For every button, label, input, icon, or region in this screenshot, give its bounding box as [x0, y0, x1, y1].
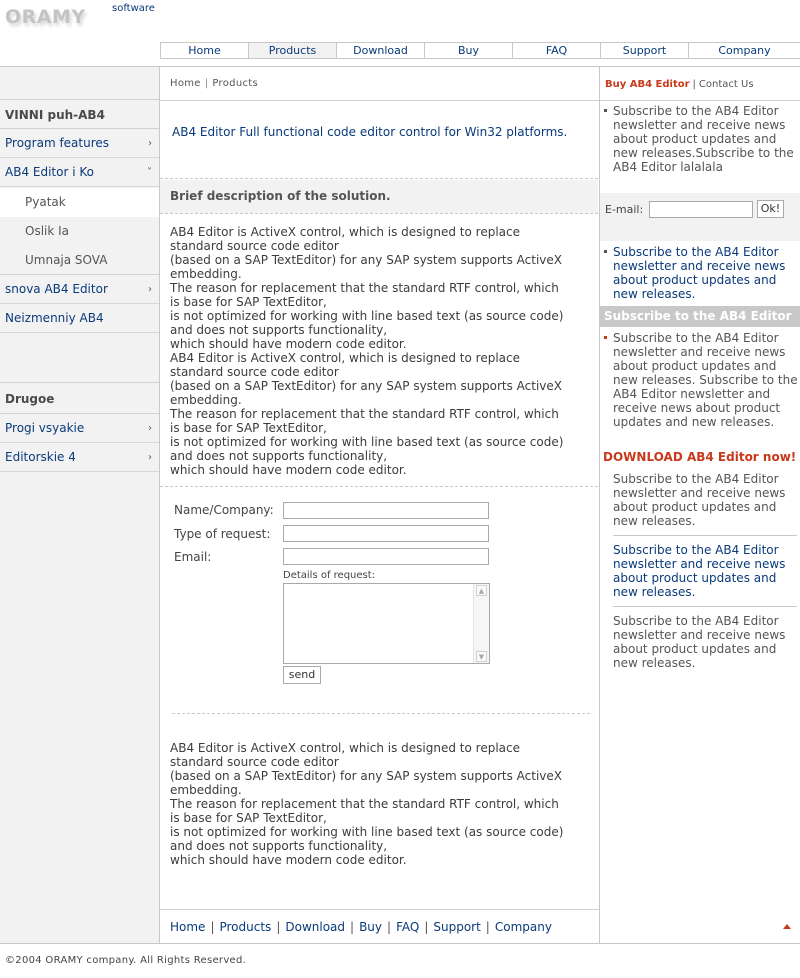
sidebar-subitem-sova[interactable]: Umnaja SOVA [0, 246, 159, 275]
download-now-link[interactable]: DOWNLOAD AB4 Editor now! [603, 450, 797, 464]
right-top-links: Buy AB4 Editor | Contact Us [605, 79, 754, 90]
sidebar-subitem-oslik[interactable]: Oslik Ia [0, 217, 159, 246]
right-divider [613, 535, 797, 536]
breadcrumb: Home | Products [170, 78, 258, 89]
chevron-down-icon: ˅ [147, 167, 152, 178]
email-label: Email: [174, 550, 212, 564]
sidebar-divider [0, 382, 159, 383]
footer-nav-faq[interactable]: FAQ [396, 920, 420, 934]
copyright-text: ©2004 ORAMY company. All Rights Reserved. [5, 955, 247, 966]
footer-nav-company[interactable]: Company [494, 920, 552, 934]
sidebar-item-ab4-editor[interactable] [0, 158, 159, 187]
name-label: Name/Company: [174, 503, 274, 517]
sidebar-item-program-features[interactable] [0, 129, 159, 158]
nav-company[interactable]: Company [688, 43, 800, 58]
sidebar [0, 67, 160, 943]
sidebar-section-title: Drugoe [5, 392, 55, 406]
sidebar-item-label: snova AB4 Editor [5, 282, 108, 296]
chevron-right-icon: › [148, 284, 152, 295]
footer-navigation: Home | Products | Download | Buy | FAQ | Support | Company [170, 920, 552, 934]
logo[interactable]: ORAMY [5, 6, 86, 28]
scroll-up-icon[interactable]: ▲ [476, 585, 487, 596]
footer-nav-divider [160, 909, 600, 910]
right-divider [613, 606, 797, 607]
nav-download[interactable]: Download [336, 43, 424, 58]
footer-nav-support[interactable]: Support [433, 920, 481, 934]
bullet-icon [604, 250, 607, 253]
sidebar-divider [0, 99, 159, 100]
sidebar-item-label: Neizmenniy AB4 [5, 311, 104, 325]
sidebar-item-snova[interactable] [0, 275, 159, 304]
type-field[interactable] [283, 525, 489, 542]
brief-title: Brief description of the solution. [170, 189, 391, 203]
newsletter-link[interactable]: Subscribe to the AB4 Editor newsletter and receive news about product updates and new releases. [613, 245, 786, 301]
sidebar-item-label: Progi vsyakie [5, 421, 85, 435]
bullet-icon [604, 336, 607, 339]
chevron-right-icon: › [148, 423, 152, 434]
nav-support[interactable]: Support [600, 43, 688, 58]
name-field[interactable] [283, 502, 489, 519]
sidebar-section-title: VINNI puh-AB4 [5, 108, 105, 122]
back-to-top-icon[interactable] [783, 924, 791, 929]
sidebar-item-progi[interactable] [0, 414, 159, 443]
download-text-1: Subscribe to the AB4 Editor newsletter and receive news about product updates and new releases. [613, 472, 786, 528]
sidebar-item-neizmenniy[interactable] [0, 304, 159, 333]
footer-divider [0, 943, 800, 944]
newsletter-email-label: E-mail: [605, 203, 644, 216]
contact-link[interactable]: Contact Us [698, 79, 754, 90]
email-field[interactable] [283, 548, 489, 565]
logo-subtitle: software [112, 3, 155, 14]
breadcrumb-current: Products [212, 78, 258, 89]
send-button[interactable]: send [283, 666, 321, 684]
subscribe-header [600, 306, 800, 327]
footer-nav-download[interactable]: Download [285, 920, 346, 934]
sidebar-item-label: AB4 Editor i Ko [5, 165, 94, 179]
footer-nav-home[interactable]: Home [170, 920, 206, 934]
dashed-divider [160, 486, 598, 487]
page-intro: AB4 Editor Full functional code editor control for Win32 platforms. [172, 125, 568, 139]
download-text-3: Subscribe to the AB4 Editor newsletter and receive news about product updates and new releases. [613, 614, 786, 670]
nav-faq[interactable]: FAQ [512, 43, 600, 58]
scroll-down-icon[interactable]: ▼ [476, 651, 487, 662]
chevron-right-icon: › [148, 452, 152, 463]
sidebar-subitem-pyatak[interactable]: Pyatak [0, 188, 159, 217]
footer-nav-products[interactable]: Products [219, 920, 272, 934]
sidebar-item-editorskie[interactable] [0, 443, 159, 472]
details-label: Details of request: [283, 570, 376, 581]
newsletter-text: Subscribe to the AB4 Editor newsletter and receive news about product updates and new releases.Subscribe to the AB4 Editor lalalala [613, 104, 794, 174]
right-divider [600, 100, 800, 101]
brief-section-header [160, 180, 598, 213]
sidebar-item-label: Program features [5, 136, 110, 150]
subscribe-header-title: Subscribe to the AB4 Editor [604, 309, 792, 323]
sidebar-item-label: Editorskie 4 [5, 450, 76, 464]
dashed-divider [160, 213, 598, 214]
newsletter-ok-button[interactable]: Ok! [757, 200, 784, 218]
scrollbar[interactable] [473, 584, 489, 663]
footer-nav-buy[interactable]: Buy [359, 920, 383, 934]
newsletter-email-input[interactable] [649, 201, 753, 218]
dashed-divider [160, 178, 598, 179]
details-textarea[interactable] [283, 583, 490, 664]
description-text-2: AB4 Editor is ActiveX control, which is designed to replace standard source code editor (based on a SAP TextEditor) for any SAP system supports ActiveX embedding. The reason for replacement that the standard RTF control, which is base for SAP TextEditor, is not optimized for working with line based text (as source code) and does not supports functionality, which should have modern code editor. [170, 741, 564, 867]
download-link-2[interactable]: Subscribe to the AB4 Editor newsletter and receive news about product updates and new releases. [613, 543, 786, 599]
nav-home[interactable]: Home [160, 43, 248, 58]
type-label: Type of request: [174, 527, 271, 541]
buy-link[interactable]: Buy AB4 Editor [605, 79, 690, 90]
dashed-divider [172, 713, 590, 714]
nav-buy[interactable]: Buy [424, 43, 512, 58]
description-text: AB4 Editor is ActiveX control, which is designed to replace standard source code editor (based on a SAP TextEditor) for any SAP system supports ActiveX embedding. The reason for replacement that the standard RTF control, which is base for SAP TextEditor, is not optimized for working with line based text (as source code) and does not supports functionality, which should have modern code editor. AB4 Editor is ActiveX control, which is designed to replace standard source code editor (based on a SAP TextEditor) for any SAP system supports ActiveX embedding. The reason for replacement that the standard RTF control, which is base for SAP TextEditor, is not optimized for working with line based text (as source code) and does not supports functionality, which should have modern code editor. [170, 225, 564, 477]
nav-products[interactable]: Products [248, 43, 336, 58]
chevron-right-icon: › [148, 138, 152, 149]
top-navigation [160, 42, 800, 59]
bullet-icon [604, 109, 607, 112]
breadcrumb-home[interactable]: Home [170, 78, 201, 89]
subscribe-text: Subscribe to the AB4 Editor newsletter and receive news about product updates and new releases. Subscribe to the AB4 Editor newsletter and receive news about product updates and new releases. [613, 331, 798, 429]
breadcrumb-divider [160, 100, 600, 101]
